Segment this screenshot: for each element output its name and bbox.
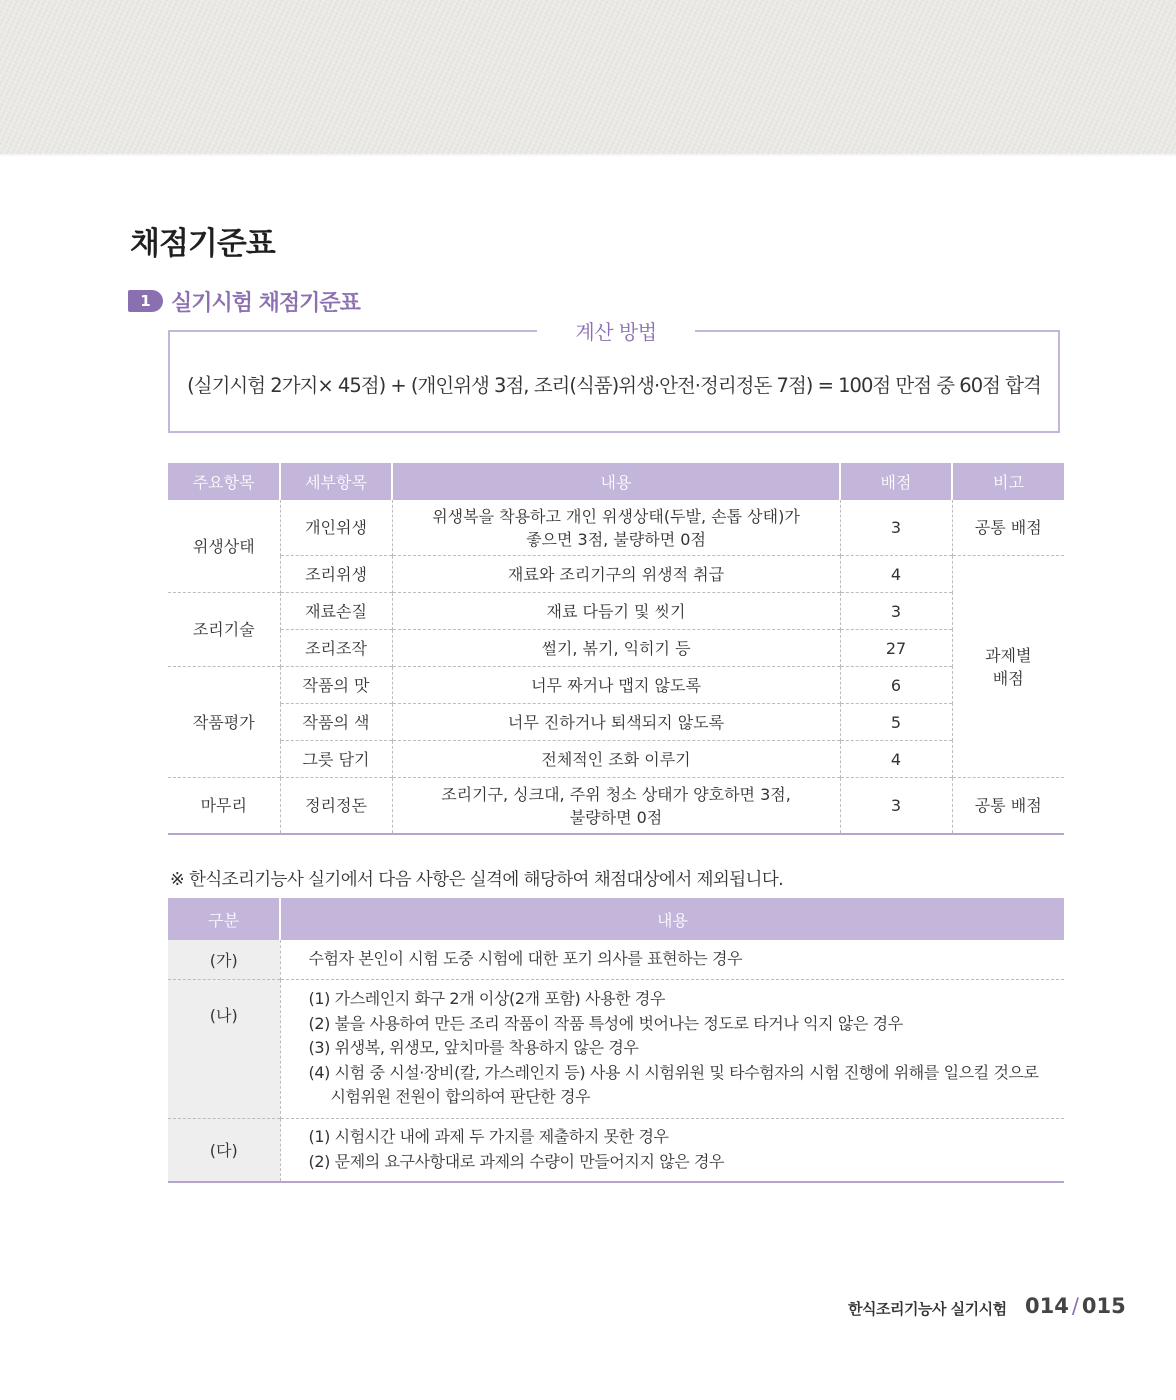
sub-item-cell: 조리조작: [280, 630, 392, 667]
content-cell: [280, 940, 1064, 979]
content-cell: 재료 다듬기 및 씻기: [392, 593, 840, 630]
header-score: 배점: [840, 463, 952, 500]
header-content: 내용: [392, 463, 840, 500]
calculation-formula: (실기시험 2가지× 45점) + (개인위생 3점, 조리(식품)위생·안전·정리정돈 7점) = 100점 만점 중 60점 합격: [187, 374, 1041, 397]
footer-page-numbers: [1025, 1294, 1126, 1318]
category-cell: (나): [168, 979, 280, 1118]
header-content: 내용: [280, 898, 1064, 940]
remark-cell: [952, 556, 1064, 778]
header-sub-item: 세부항목: [280, 463, 392, 500]
page-number-left: 014: [1025, 1294, 1069, 1318]
remark-cell: 공통 배점: [952, 778, 1064, 835]
score-cell: 4: [840, 556, 952, 593]
header-category: 구분: [168, 898, 280, 940]
sub-item-cell: 개인위생: [280, 500, 392, 556]
content-line: 시험위원 전원이 합의하여 판단한 경우: [330, 1087, 591, 1107]
table-row: [168, 667, 1064, 704]
scoring-table: [168, 463, 1064, 835]
content-cell: 전체적인 조화 이루기: [392, 741, 840, 778]
disq-header-row: [168, 898, 1064, 940]
content-line: (2) 문제의 요구사항대로 과제의 수량이 만들어지지 않은 경우: [308, 1151, 725, 1171]
footer-book-title: 한식조리기능사 실기시험: [848, 1300, 1007, 1318]
disqualification-table: [168, 898, 1064, 1183]
calculation-label: 계산 방법: [537, 316, 695, 345]
remark-line: 배점: [992, 668, 1024, 688]
page-separator: /: [1071, 1294, 1079, 1318]
scoring-header-row: [168, 463, 1064, 500]
calculation-box: [168, 330, 1060, 433]
table-row: [168, 741, 1064, 778]
disqualification-note: ※ 한식조리기능사 실기에서 다음 사항은 실격에 해당하여 채점대상에서 제외됩니다.: [170, 870, 784, 890]
sub-item-cell: 작품의 색: [280, 704, 392, 741]
page-number-right: 015: [1081, 1294, 1126, 1318]
table-row: [168, 630, 1064, 667]
header-remark: 비고: [952, 463, 1064, 500]
content-line: (4) 시험 중 시설·장비(칼, 가스레인지 등) 사용 시 시험위원 및 타수험자의 시험 진행에 위해를 일으킬 것으로: [308, 1062, 1039, 1082]
remark-cell: 공통 배점: [952, 500, 1064, 556]
group-cell: 작품평가: [168, 667, 280, 778]
content-line: 불량하면 0점: [569, 807, 663, 827]
content-cell: 재료와 조리기구의 위생적 취급: [392, 556, 840, 593]
sub-item-cell: 조리위생: [280, 556, 392, 593]
table-row: [168, 940, 1064, 979]
content-line: 좋으면 3점, 불량하면 0점: [526, 529, 706, 549]
content-cell: 너무 짜거나 맵지 않도록: [392, 667, 840, 704]
table-row: [168, 704, 1064, 741]
paper-texture-header: [0, 0, 1176, 157]
content-cell: [392, 778, 840, 835]
table-row: [168, 1118, 1064, 1182]
section-number-badge: 1: [128, 290, 163, 312]
table-row: [168, 778, 1064, 835]
group-cell: 위생상태: [168, 500, 280, 593]
page-title: 채점기준표: [130, 226, 275, 262]
section-title: 실기시험 채점기준표: [171, 290, 360, 316]
sub-item-cell: 작품의 맛: [280, 667, 392, 704]
content-cell: 썰기, 볶기, 익히기 등: [392, 630, 840, 667]
category-cell: (가): [168, 940, 280, 979]
group-cell: 조리기술: [168, 593, 280, 667]
content-cell: 너무 진하거나 퇴색되지 않도록: [392, 704, 840, 741]
content-line: (1) 가스레인지 화구 2개 이상(2개 포함) 사용한 경우: [308, 989, 666, 1009]
sub-item-cell: 그릇 담기: [280, 741, 392, 778]
content-line: 위생복을 착용하고 개인 위생상태(두발, 손톱 상태)가: [432, 506, 800, 526]
score-cell: 3: [840, 500, 952, 556]
sub-item-cell: 정리정돈: [280, 778, 392, 835]
group-cell: 마무리: [168, 778, 280, 835]
score-cell: 3: [840, 593, 952, 630]
category-cell: (다): [168, 1118, 280, 1182]
score-cell: 27: [840, 630, 952, 667]
table-row: [168, 979, 1064, 1118]
content-cell: [392, 500, 840, 556]
content-line: 수험자 본인이 시험 도중 시험에 대한 포기 의사를 표현하는 경우: [308, 949, 743, 968]
score-cell: 6: [840, 667, 952, 704]
section-heading: [128, 286, 360, 316]
header-main-item: 주요항목: [168, 463, 280, 500]
content-cell: [280, 979, 1064, 1118]
score-cell: 4: [840, 741, 952, 778]
table-row: [168, 500, 1064, 556]
content-line: (3) 위생복, 위생모, 앞치마를 착용하지 않은 경우: [308, 1038, 639, 1058]
remark-line: 과제별: [985, 645, 1032, 665]
score-cell: 3: [840, 778, 952, 835]
content-cell: [280, 1118, 1064, 1182]
content-line: (1) 시험시간 내에 과제 두 가지를 제출하지 못한 경우: [308, 1127, 669, 1147]
table-row: [168, 593, 1064, 630]
sub-item-cell: 재료손질: [280, 593, 392, 630]
content-line: (2) 불을 사용하여 만든 조리 작품이 작품 특성에 벗어나는 정도로 타거나 익지 않은 경우: [308, 1013, 903, 1033]
table-row: [168, 556, 1064, 593]
score-cell: 5: [840, 704, 952, 741]
content-line: 조리기구, 싱크대, 주위 청소 상태가 양호하면 3점,: [441, 784, 791, 804]
